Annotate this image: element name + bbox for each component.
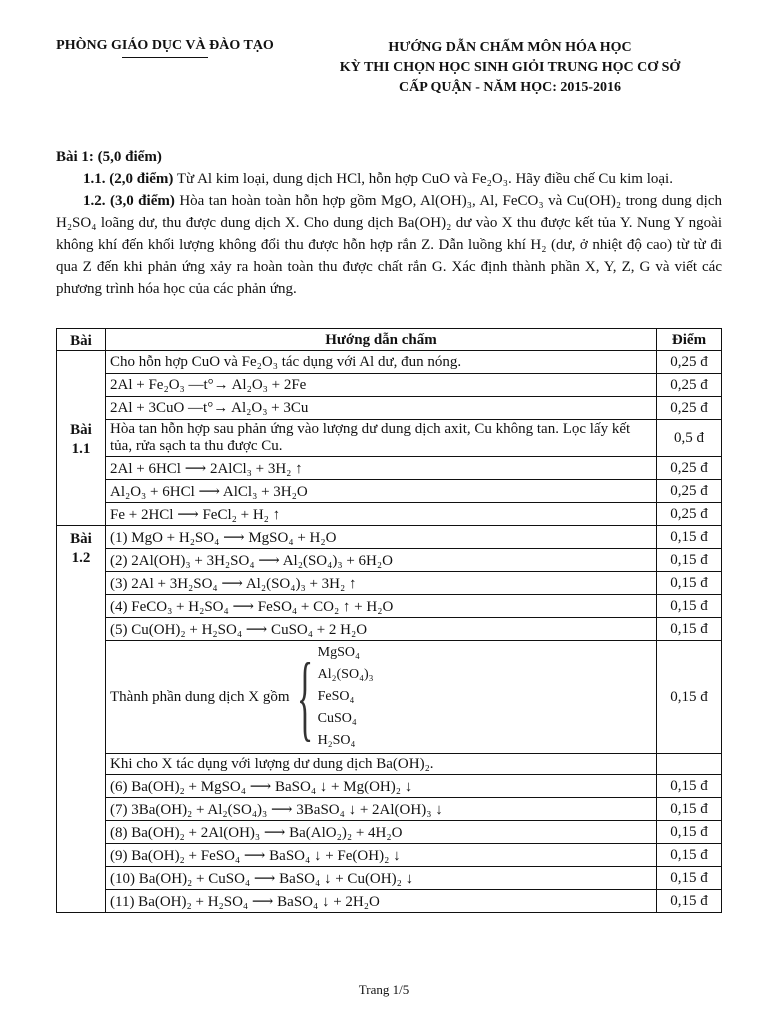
table-row [57,351,722,374]
curly-brace-icon: { [296,643,313,750]
header-points: Điểm [657,329,722,351]
document-title: HƯỚNG DẪN CHẤM MÔN HÓA HỌC [388,40,632,55]
points-cell: 0,25 đ [657,374,722,397]
table-row [57,420,722,457]
grading-table [56,328,722,913]
guide-cell: Khi cho X tác dụng với lượng dư dung dịch Ba(OH)₂. [106,754,657,775]
equation-cell: 2Al + 6HCl ⟶ 2AlCl₃ + 3H₂ ↑ [106,457,657,480]
equation-cell: (10) Ba(OH)₂ + CuSO₄ ⟶ BaSO₄ ↓ + Cu(OH)₂ ↓ [106,867,657,890]
table-row [57,549,722,572]
table-row [57,867,722,890]
equation-cell: (9) Ba(OH)₂ + FeSO₄ ⟶ BaSO₄ ↓ + Fe(OH)₂ ↓ [106,844,657,867]
points-cell: 0,15 đ [657,867,722,890]
equation-cell: (1) MgO + H₂SO₄ ⟶ MgSO₄ + H₂O [106,526,657,549]
table-row [57,457,722,480]
points-cell: 0,5 đ [657,420,722,457]
table-row [57,821,722,844]
table-row [57,526,722,549]
points-cell: 0,15 đ [657,526,722,549]
equation-cell: (5) Cu(OH)₂ + H₂SO₄ ⟶ CuSO₄ + 2 H₂O [106,618,657,641]
equation-cell: (8) Ba(OH)₂ + 2Al(OH)₃ ⟶ Ba(AlO₂)₂ + 4H₂O [106,821,657,844]
section-1-2-label-line1: Bài [70,531,92,547]
table-row [57,397,722,420]
question-1-2-label: 1.2. (3,0 điểm) [83,193,175,209]
points-cell: 0,25 đ [657,480,722,503]
equation-cell: 2Al + Fe₂O₃ —t°→ Al₂O₃ + 2Fe [106,374,657,397]
header-guide: Hướng dẫn chấm [106,329,657,351]
solution-x-component-list [318,642,374,752]
equation-cell: Fe + 2HCl ⟶ FeCl₂ + H₂ ↑ [106,503,657,526]
points-cell: 0,25 đ [657,457,722,480]
points-cell: 0,25 đ [657,351,722,374]
table-row [57,641,722,754]
question-1-1 [56,168,722,190]
points-cell [657,754,722,775]
component-item: Al₂(SO₄)₃ [317,667,374,682]
exam-level-year: CẤP QUẬN - NĂM HỌC: 2015-2016 [398,80,622,95]
document-title-block [300,38,720,98]
table-row [57,890,722,913]
equation-cell: (3) 2Al + 3H₂SO₄ ⟶ Al₂(SO₄)₃ + 3H₂ ↑ [106,572,657,595]
component-item: MgSO₄ [317,645,360,660]
solution-x-label: Thành phần dung dịch X gồm [110,688,290,705]
points-cell: 0,15 đ [657,890,722,913]
equation-cell: (11) Ba(OH)₂ + H₂SO₄ ⟶ BaSO₄ ↓ + 2H₂O [106,890,657,913]
question-1-1-text: Từ Al kim loại, dung dịch HCl, hỗn hợp CuO và Fe₂O₃. Hãy điều chế Cu kim loại. [173,171,673,187]
points-cell: 0,15 đ [657,844,722,867]
points-cell: 0,15 đ [657,595,722,618]
component-item: CuSO₄ [317,711,357,726]
question-1-2 [56,190,722,300]
table-row [57,572,722,595]
table-row [57,480,722,503]
department-underline [122,57,208,58]
page-number: Trang 1/5 [358,982,410,997]
guide-cell: Cho hỗn hợp CuO và Fe₂O₃ tác dụng với Al dư, đun nóng. [106,351,657,374]
points-cell: 0,15 đ [657,549,722,572]
exam-name: KỲ THI CHỌN HỌC SINH GIỎI TRUNG HỌC CƠ SỞ [339,60,681,75]
section-1-1-label-line2: 1.1 [71,441,91,457]
question-1-2-text: Hòa tan hoàn toàn hỗn hợp gồm MgO, Al(OH)₃, Al, FeCO₃ và Cu(OH)₂ trong dung dịch H₂SO₄ loãng dư, thu được dung dịch X. Cho dung dịch Ba(OH)₂ dư vào X thu được kết tủa Y. Nung Y ngoài không khí đến khối lượng không đổi thu được hỗn hợp rắn Z. Dẫn luồng khí H₂ (dư, ở nhiệt độ cao) từ từ đi qua Z đến khi phản ứng xảy ra hoàn toàn thu được chất rắn G. Xác định thành phần X, Y, Z, G và viết các phương trình hóa học của các phản ứng. [56,193,722,297]
points-cell: 0,15 đ [657,572,722,595]
table-row [57,775,722,798]
equation-cell: (4) FeCO₃ + H₂SO₄ ⟶ FeSO₄ + CO₂ ↑ + H₂O [106,595,657,618]
points-cell: 0,25 đ [657,503,722,526]
component-item: H₂SO₄ [317,733,356,748]
guide-cell: Hòa tan hỗn hợp sau phản ứng vào lượng dư dung dịch axit, Cu không tan. Lọc lấy kết tủa, rửa sạch ta thu được Cu. [106,420,657,457]
section-1-1-label-line1: Bài [70,422,92,438]
table-row [57,595,722,618]
points-cell: 0,15 đ [657,798,722,821]
table-row [57,798,722,821]
department-name: PHÒNG GIÁO DỤC VÀ ĐÀO TẠO [56,38,274,53]
points-cell: 0,15 đ [657,775,722,798]
table-row [57,374,722,397]
table-row [57,754,722,775]
problem-title: Bài 1: (5,0 điểm) [56,149,162,165]
department-header [40,38,290,58]
equation-cell: (7) 3Ba(OH)₂ + Al₂(SO₄)₃ ⟶ 3BaSO₄ ↓ + 2Al(OH)₃ ↓ [106,798,657,821]
problem-statement [56,146,722,300]
section-1-2-label [57,526,106,913]
equation-cell: Al₂O₃ + 6HCl ⟶ AlCl₃ + 3H₂O [106,480,657,503]
equation-cell: (6) Ba(OH)₂ + MgSO₄ ⟶ BaSO₄ ↓ + Mg(OH)₂ ↓ [106,775,657,798]
table-row [57,844,722,867]
solution-x-cell [106,641,657,754]
table-row [57,503,722,526]
section-1-2-label-line2: 1.2 [71,550,91,566]
equation-cell: (2) 2Al(OH)₃ + 3H₂SO₄ ⟶ Al₂(SO₄)₃ + 6H₂O [106,549,657,572]
points-cell: 0,15 đ [657,618,722,641]
header-bai: Bài [57,329,106,351]
question-1-1-label: 1.1. (2,0 điểm) [83,171,174,187]
component-item: FeSO₄ [317,689,355,704]
points-cell: 0,25 đ [657,397,722,420]
table-header-row [57,329,722,351]
points-cell: 0,15 đ [657,821,722,844]
equation-cell: 2Al + 3CuO —t°→ Al₂O₃ + 3Cu [106,397,657,420]
points-cell: 0,15 đ [657,641,722,754]
table-row [57,618,722,641]
section-1-1-label [57,351,106,526]
solution-x-composition [110,642,652,752]
